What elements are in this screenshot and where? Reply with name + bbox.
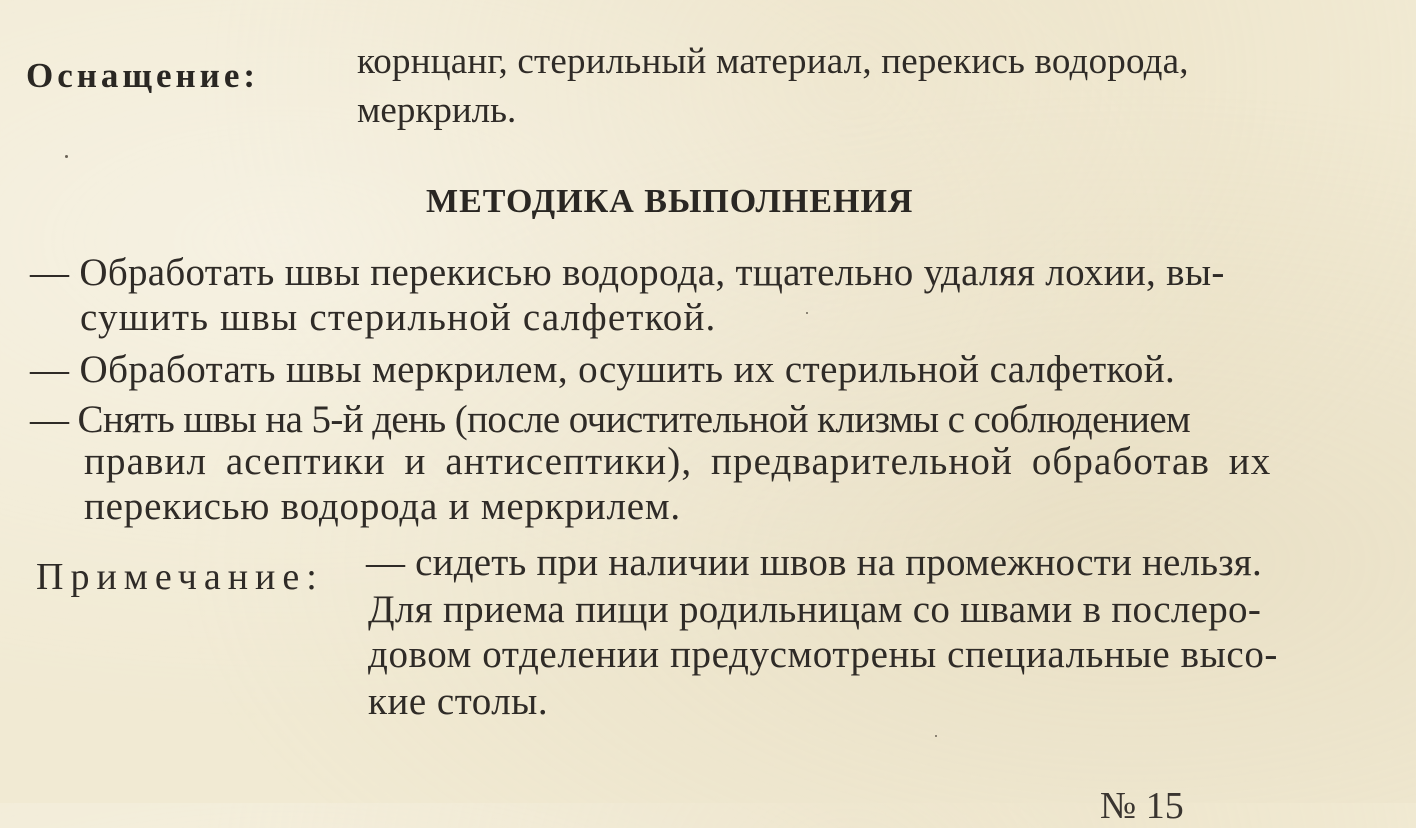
paper-speck [935, 735, 937, 737]
note-line-4: кие столы. [368, 680, 549, 723]
equipment-line-1: корнцанг, стерильный материал, перекись водорода, [357, 41, 1189, 82]
note-line-2: Для приема пищи родильницам со швами в послеро- [368, 588, 1262, 631]
page-number: № 15 [1100, 785, 1184, 827]
note-label: Примечание: [36, 556, 324, 598]
note-line-3: довом отделении предусмотрены специальные высо- [368, 633, 1279, 676]
section-heading: МЕТОДИКА ВЫПОЛНЕНИЯ [426, 183, 914, 220]
step-3-line-2: правил асептики и антисептики), предварительной обработав их [84, 440, 1272, 483]
equipment-line-2: меркриль. [357, 90, 517, 131]
equipment-label: Оснащение: [26, 56, 260, 95]
note-line-1: — сидеть при наличии швов на промежности нельзя. [366, 541, 1262, 584]
step-1-line-1: — Обработать швы перекисью водорода, тщательно удаляя лохии, вы- [30, 251, 1225, 294]
step-3-line-3: перекисью водорода и меркрилем. [84, 485, 681, 528]
paper-speck [65, 155, 68, 158]
step-2-line-1: — Обработать швы меркрилем, осушить их стерильной салфеткой. [30, 348, 1176, 391]
paper-speck [806, 312, 808, 314]
step-1-line-2: сушить швы стерильной салфеткой. [80, 296, 717, 339]
step-3-line-1: — Снять швы на 5-й день (после очистительной клизмы с соблюдением [30, 398, 1191, 441]
